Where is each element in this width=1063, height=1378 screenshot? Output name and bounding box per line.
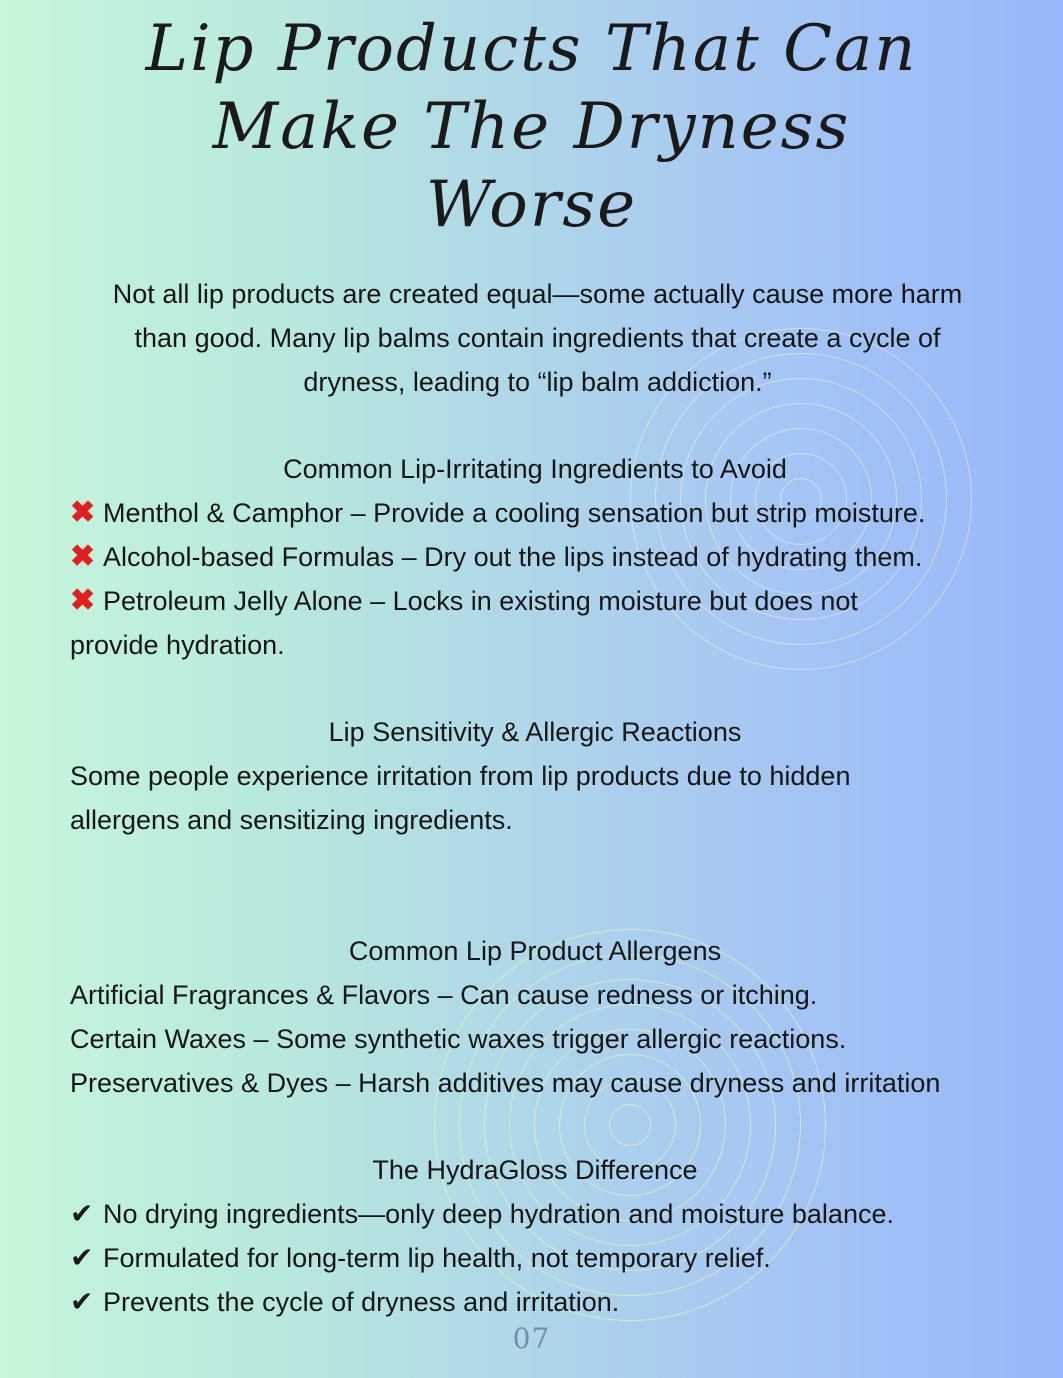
avoid-item: [70, 579, 1000, 623]
avoid-item: [70, 491, 1000, 535]
sensitivity-heading: Lip Sensitivity & Allergic Reactions: [328, 717, 742, 747]
intro-line-1: Not all lip products are created equal—some actually cause more harm: [112, 279, 963, 309]
intro-paragraph: [70, 272, 1005, 404]
title-line-3: Worse: [425, 168, 638, 242]
allergen-item: Artificial Fragrances & Flavors – Can cause redness or itching.: [70, 980, 818, 1010]
difference-item: [70, 1280, 1000, 1324]
avoid-item-text: Menthol & Camphor – Provide a cooling sensation but strip moisture.: [103, 498, 926, 528]
sensitivity-section: [70, 710, 1000, 842]
sensitivity-line-2: allergens and sensitizing ingredients.: [70, 805, 513, 835]
avoid-item-text: Petroleum Jelly Alone – Locks in existing moisture but does not: [103, 586, 858, 616]
cross-mark-icon: ✖: [70, 496, 96, 529]
difference-section: [70, 1148, 1000, 1324]
check-mark-icon: ✔: [70, 1198, 94, 1229]
cross-mark-icon: ✖: [70, 584, 96, 617]
page-number: 07: [512, 1322, 551, 1355]
intro-line-3: dryness, leading to “lip balm addiction.”: [303, 367, 772, 397]
avoid-item: [70, 535, 1000, 579]
sensitivity-line-1: Some people experience irritation from lip products due to hidden: [70, 761, 851, 791]
difference-item: [70, 1192, 1000, 1236]
allergen-item: Preservatives & Dyes – Harsh additives may cause dryness and irritation: [70, 1068, 941, 1098]
allergen-item: Certain Waxes – Some synthetic waxes trigger allergic reactions.: [70, 1024, 847, 1054]
title-line-1: Lip Products That Can: [145, 12, 918, 86]
check-mark-icon: ✔: [70, 1286, 94, 1317]
avoid-item-text: Alcohol-based Formulas – Dry out the lips instead of hydrating them.: [103, 542, 923, 572]
difference-heading: The HydraGloss Difference: [372, 1155, 698, 1185]
page-title: [0, 10, 1063, 244]
cross-mark-icon: ✖: [70, 540, 96, 573]
check-mark-icon: ✔: [70, 1242, 94, 1273]
title-line-2: Make The Dryness: [212, 90, 851, 164]
allergens-section: [70, 929, 1000, 1105]
allergens-heading: Common Lip Product Allergens: [348, 936, 722, 966]
difference-item: [70, 1236, 1000, 1280]
difference-item-text: Formulated for long-term lip health, not temporary relief.: [103, 1243, 771, 1273]
difference-item-text: Prevents the cycle of dryness and irritation.: [103, 1287, 620, 1317]
difference-item-text: No drying ingredients—only deep hydration and moisture balance.: [103, 1199, 894, 1229]
avoid-item-continuation: provide hydration.: [70, 630, 285, 660]
avoid-section: [70, 447, 1000, 667]
avoid-heading: Common Lip-Irritating Ingredients to Avoid: [283, 454, 787, 484]
intro-line-2: than good. Many lip balms contain ingredients that create a cycle of: [134, 323, 941, 353]
